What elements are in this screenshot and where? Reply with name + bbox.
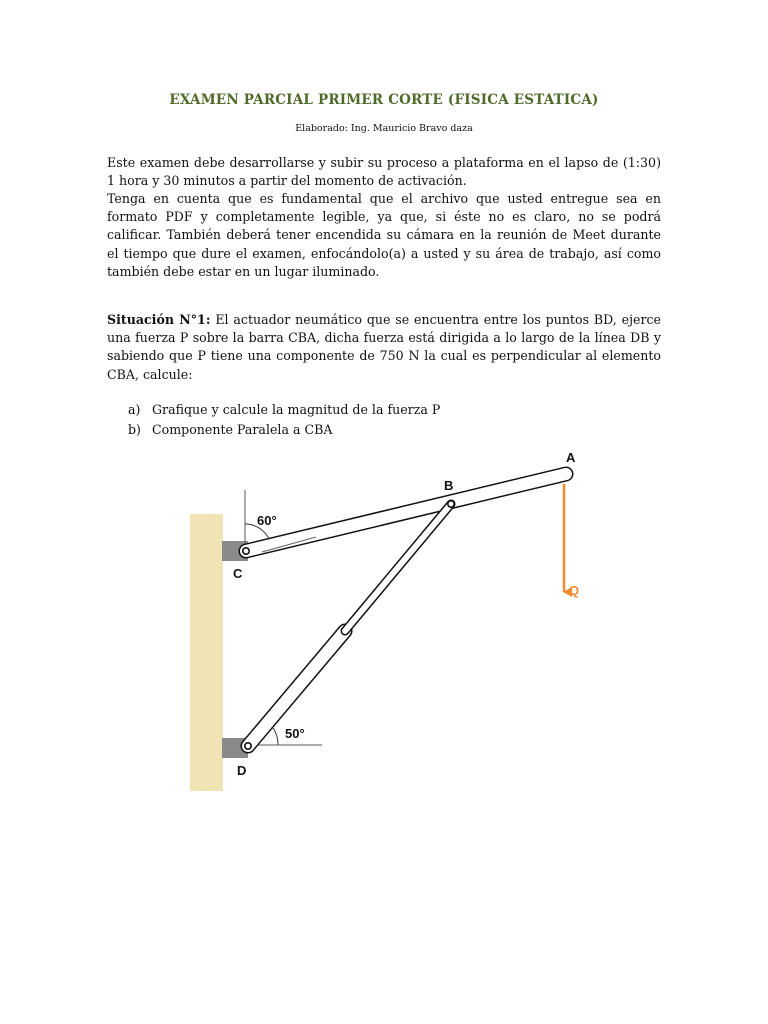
bar-cba-fill [246,474,566,551]
label-d: D [237,763,247,778]
list-item [128,420,440,440]
wall [190,514,223,791]
angle-label-60: 60° [257,513,277,528]
pin-b [448,501,454,507]
list-marker: a) [128,402,141,417]
author-line: Elaborado: Ing. Mauricio Bravo daza [295,123,473,134]
instructions-paragraph-2: Tenga en cuenta que es fundamental que el archivo que usted entregue sea en formato PDF y completamente legible, ya que, si éste no es claro, no se podrá calificar. También deberá tener encendida su cámara en la reunión de Meet durante el tiempo que dure el examen, enfocándolo(a) a usted y su área de trabajo, así como también debe estar en un lugar iluminado. [107,191,661,279]
angle-label-50: 50° [285,726,305,741]
statics-diagram [0,440,768,810]
situation-text: El actuador neumático que se encuentra entre los puntos BD, ejerce una fuerza P sobre la barra CBA, dicha fuerza está dirigida a lo largo de la línea DB y sabiendo que P tiene una componente de 750 N la cual es perpendicular al elemento CBA, calcule: [107,312,661,382]
label-q: Q [569,583,580,598]
pin-c [243,548,249,554]
situation-paragraph [107,311,661,384]
question-list [128,400,440,440]
label-b: B [444,478,454,493]
pin-d [245,743,251,749]
exam-title: EXAMEN PARCIAL PRIMER CORTE (FISICA ESTATICA) [169,92,599,108]
list-item-text: Componente Paralela a CBA [152,422,333,437]
list-item-text: Grafique y calcule la magnitud de la fuerza P [152,402,441,417]
instructions-paragraph-1: Este examen debe desarrollarse y subir su proceso a plataforma en el lapso de (1:30) 1 hora y 30 minutos a partir del momento de activación. [107,155,661,189]
list-marker: b) [128,422,141,437]
list-item [128,400,440,420]
situation-label: Situación N°1: [107,312,211,327]
label-c: C [233,566,243,581]
label-a: A [566,450,576,465]
